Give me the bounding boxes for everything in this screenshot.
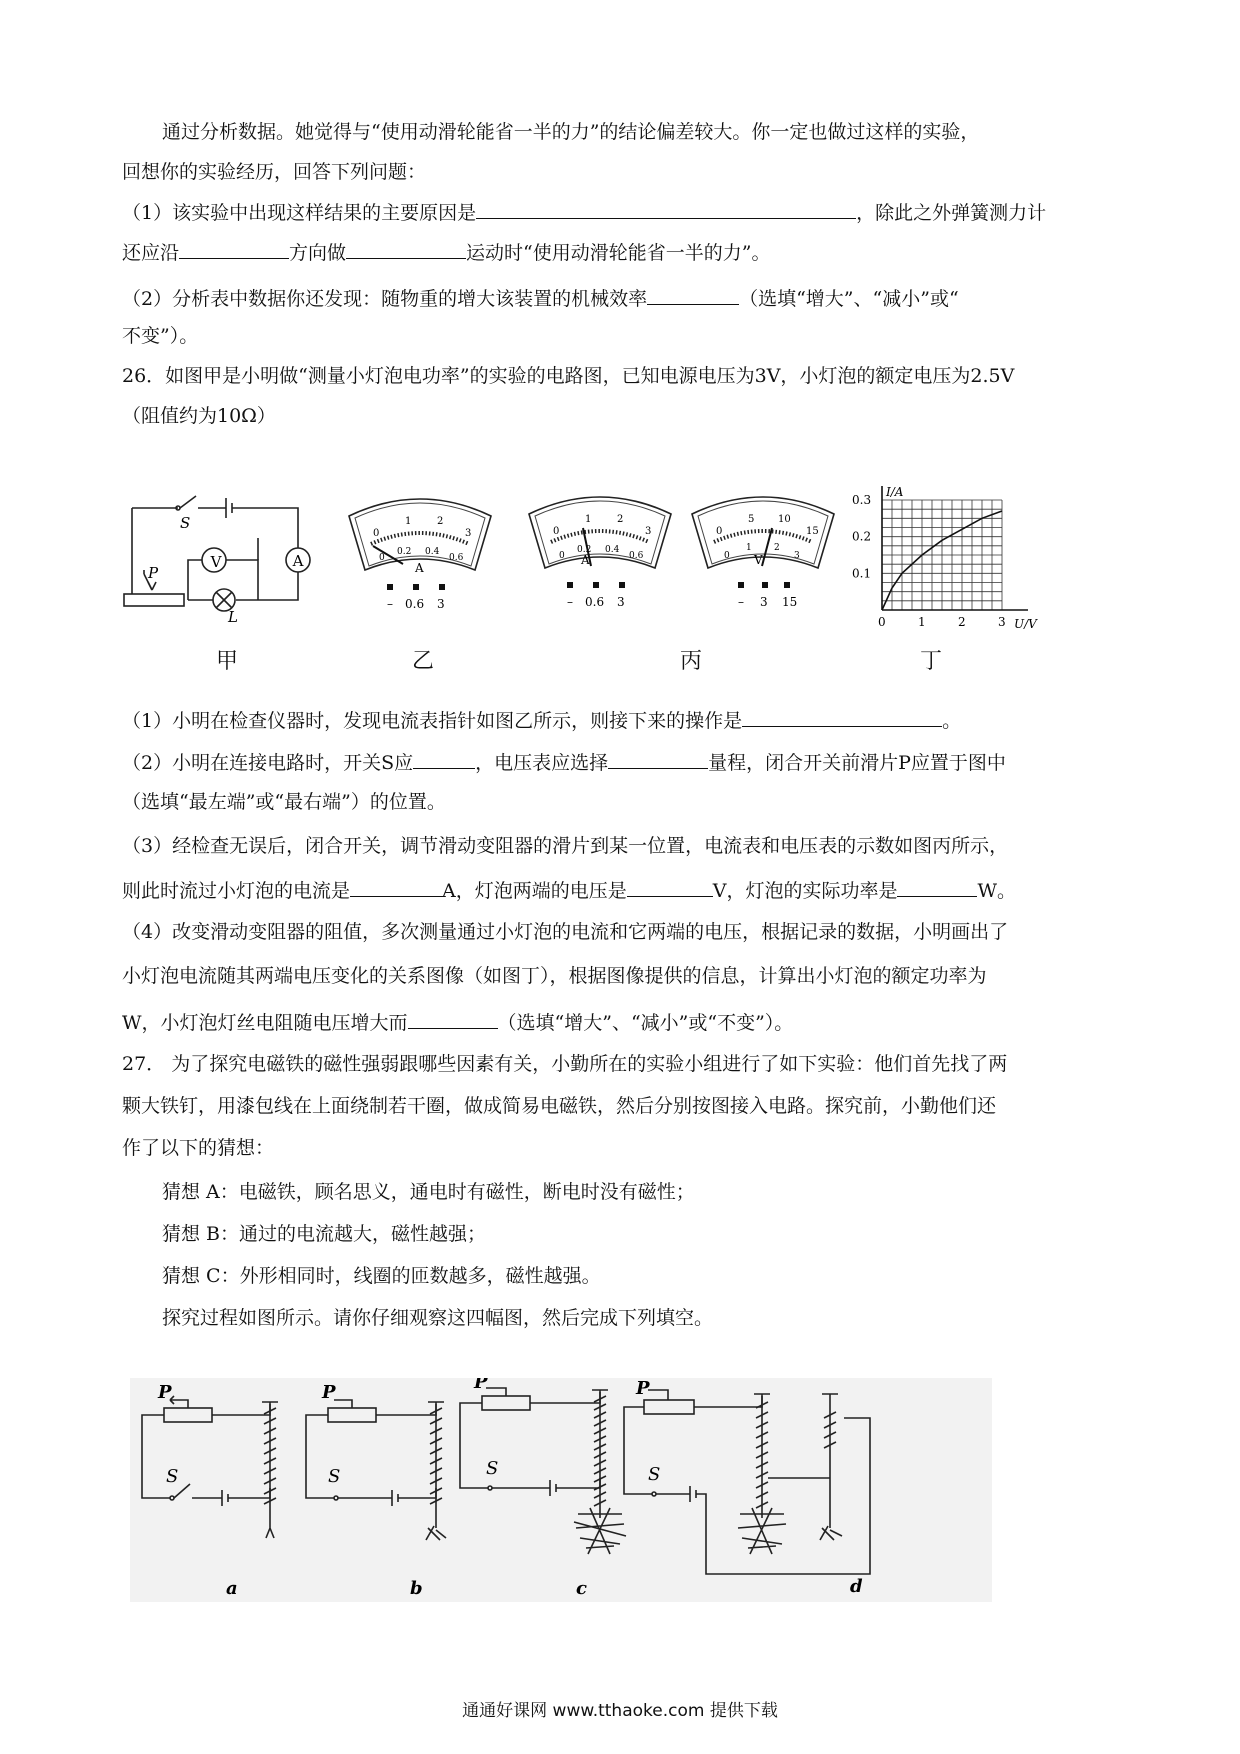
voltmeter-bing [688, 486, 838, 616]
paragraph-line: 探究过程如图所示。请你仔细观察这四幅图，然后完成下列填空。 [162, 1307, 714, 1329]
answer-blank[interactable] [627, 876, 713, 897]
scale-bottom-1: 1 [746, 543, 752, 553]
question-line [122, 876, 1016, 903]
setup-d [624, 1390, 870, 1574]
x-tick-label: 3 [998, 615, 1006, 629]
slider-label-a: P [158, 1382, 172, 1403]
terminal-0: – [738, 595, 744, 609]
unit-label: A [415, 561, 424, 575]
scale-bottom-0: 0 [379, 553, 385, 563]
scale-bottom-3: 0.6 [629, 551, 644, 561]
paragraph-line: 猜想 A：电磁铁，顾名思义，通电时有磁性，断电时没有磁性； [162, 1181, 695, 1203]
question-line [122, 198, 1046, 225]
scale-top-0: 0 [716, 526, 723, 537]
text-run: W，小灯泡灯丝电阻随电压增大而 [122, 1012, 408, 1034]
scale-top-3: 3 [645, 526, 652, 537]
paragraph-line: 27． 为了探究电磁铁的磁性强弱跟哪些因素有关，小勤所在的实验小组进行了如下实验：他们首先找了两 [122, 1053, 1008, 1075]
figure-caption-jia: 甲 [216, 649, 239, 674]
text-run: 量程，闭合开关前滑片P应置于图中 [708, 752, 1006, 774]
scale-top-0: 0 [373, 528, 380, 539]
scale-top-2: 2 [617, 514, 624, 525]
switch-label-a: S [166, 1466, 179, 1487]
ammeter-yi [345, 488, 495, 618]
paragraph-line: 颗大铁钉，用漆包线在上面绕制若干圈，做成简易电磁铁，然后分别按图接入电路。探究前，小勤他们还 [122, 1095, 997, 1117]
graph-xlabel: U/V [1014, 617, 1037, 631]
text-run: 方向做 [289, 242, 347, 264]
terminal-0: – [567, 595, 573, 609]
slider-label: P [148, 564, 159, 582]
y-tick-label: 0.1 [852, 566, 872, 581]
text-run: 还应沿 [122, 242, 180, 264]
scale-bottom-2: 0.4 [605, 545, 620, 555]
scale-top-3: 3 [465, 528, 472, 539]
question-line [122, 706, 961, 733]
terminal-2: 3 [437, 597, 445, 611]
scale-top-1: 5 [748, 514, 755, 525]
circuit-diagram-jia [118, 478, 338, 628]
answer-blank[interactable] [742, 706, 942, 727]
electromagnet-figure-panel [130, 1378, 992, 1602]
scale-bottom-2: 0.4 [425, 547, 440, 557]
setup-a [142, 1396, 278, 1538]
scale-bottom-3: 3 [794, 551, 800, 561]
answer-blank[interactable] [608, 748, 708, 769]
slider-label-d: P [636, 1378, 650, 1399]
scale-bottom-1: 0.2 [577, 545, 592, 555]
answer-blank[interactable] [350, 876, 442, 897]
page-footer: 通通好课网 www.tthaoke.com 提供下载 [462, 1701, 778, 1721]
paragraph-line: 作了以下的猜想： [122, 1137, 275, 1159]
scale-bottom-0: 0 [559, 551, 565, 561]
unit-label: V [754, 553, 763, 567]
scale-bottom-3: 0.6 [449, 553, 464, 563]
scale-top-0: 0 [553, 526, 560, 537]
paragraph-line: 猜想 C：外形相同时，线圈的匝数越多，磁性越强。 [162, 1265, 601, 1287]
figure-label-b: b [410, 1578, 423, 1599]
text-run: A，灯泡两端的电压是 [442, 880, 627, 902]
paragraph-line: 26．如图甲是小明做“测量小灯泡电功率”的实验的电路图，已知电源电压为3V，小灯泡的额定电压为2.5V [122, 365, 1015, 387]
answer-blank[interactable] [647, 284, 739, 305]
switch-label-c: S [486, 1458, 499, 1479]
setup-c [460, 1388, 626, 1554]
terminal-2: 15 [782, 595, 798, 609]
lamp-label: L [228, 608, 238, 626]
text-run: W。 [977, 880, 1017, 902]
scale-top-2: 2 [437, 516, 444, 527]
text-run: 。 [942, 710, 962, 732]
scale-top-2: 10 [778, 514, 791, 525]
paragraph-line: 回想你的实验经历，回答下列问题： [122, 161, 427, 183]
paragraph-line: （3）经检查无误后，闭合开关，调节滑动变阻器的滑片到某一位置，电流表和电压表的示数如图丙所示， [122, 835, 1009, 857]
answer-blank[interactable] [179, 238, 289, 259]
text-run: 则此时流过小灯泡的电流是 [122, 880, 351, 902]
figure-caption-yi: 乙 [412, 649, 435, 674]
answer-blank[interactable] [476, 198, 856, 219]
setup-b [306, 1400, 446, 1540]
paragraph-line: （选填“最左端”或“最右端”）的位置。 [122, 791, 446, 813]
question-line [122, 748, 1006, 775]
scale-bottom-1: 0.2 [397, 547, 412, 557]
terminal-0: – [387, 597, 393, 611]
answer-blank[interactable] [897, 876, 977, 897]
answer-blank[interactable] [408, 1008, 498, 1029]
ammeter-label: A [292, 552, 304, 570]
terminal-1: 0.6 [405, 597, 425, 611]
question-line [122, 1008, 793, 1035]
terminal-2: 3 [617, 595, 625, 609]
slider-label-b: P [322, 1382, 336, 1403]
text-run: ，电压表应选择 [475, 752, 609, 774]
switch-label-d: S [648, 1464, 661, 1485]
scale-top-1: 1 [405, 516, 412, 527]
scale-bottom-0: 0 [724, 551, 730, 561]
scale-bottom-2: 2 [774, 543, 780, 553]
figure-label-c: c [576, 1578, 587, 1599]
paragraph-line: 猜想 B：通过的电流越大，磁性越强； [162, 1223, 487, 1245]
x-tick-label: 0 [878, 615, 886, 629]
y-tick-label: 0.3 [852, 493, 872, 507]
text-run: （1）小明在检查仪器时，发现电流表指针如图乙所示，则接下来的操作是 [122, 710, 743, 732]
text-run: （2）小明在连接电路时，开关S应 [122, 752, 414, 774]
figure-label-a: a [226, 1578, 238, 1599]
terminal-1: 3 [760, 595, 768, 609]
text-run: ，除此之外弹簧测力计 [856, 202, 1047, 224]
electromagnet-figures [130, 1378, 992, 1602]
question-line [122, 284, 959, 311]
answer-blank[interactable] [346, 238, 466, 259]
ammeter-bing [525, 486, 675, 616]
terminal-1: 0.6 [585, 595, 605, 609]
voltmeter-label: V [210, 553, 222, 571]
figure-label-d: d [850, 1576, 863, 1597]
figure-caption-ding: 丁 [920, 649, 943, 674]
scale-top-3: 15 [806, 526, 819, 537]
text-run: V，灯泡的实际功率是 [712, 880, 898, 902]
paragraph-line: 不变”）。 [122, 325, 199, 347]
answer-blank[interactable] [413, 748, 475, 769]
slider-label-c: P [474, 1378, 488, 1393]
y-tick-label: 0.2 [852, 529, 872, 544]
text-run: 运动时“使用动滑轮能省一半的力”。 [466, 242, 771, 264]
paragraph-line: 小灯泡电流随其两端电压变化的关系图像（如图丁），根据图像提供的信息，计算出小灯泡的额定功率为 [122, 965, 987, 987]
switch-label: S [180, 514, 191, 532]
text-run: （1）该实验中出现这样结果的主要原因是 [122, 202, 477, 224]
paragraph-line: （阻值约为10Ω） [122, 405, 276, 427]
scale-top-1: 1 [585, 514, 592, 525]
switch-label-b: S [328, 1466, 341, 1487]
x-tick-label: 1 [918, 615, 926, 629]
iv-graph-ding [846, 480, 1046, 640]
figure-caption-bing: 丙 [680, 649, 703, 674]
unit-label: A [581, 553, 590, 567]
question-line [122, 238, 770, 265]
x-tick-label: 2 [958, 615, 966, 629]
text-run: （选填“增大”、“减小”或“ [739, 288, 959, 310]
text-run: （2）分析表中数据你还发现：随物重的增大该装置的机械效率 [122, 288, 648, 310]
graph-ylabel: I/A [886, 485, 904, 499]
paragraph-line: 通过分析数据。她觉得与“使用动滑轮能省一半的力”的结论偏差较大。你一定也做过这样的实验， [162, 121, 980, 143]
text-run: （选填“增大”、“减小”或“不变”）。 [497, 1012, 794, 1034]
paragraph-line: （4）改变滑动变阻器的阻值，多次测量通过小灯泡的电流和它两端的电压，根据记录的数据，小明画出了 [122, 921, 1009, 943]
